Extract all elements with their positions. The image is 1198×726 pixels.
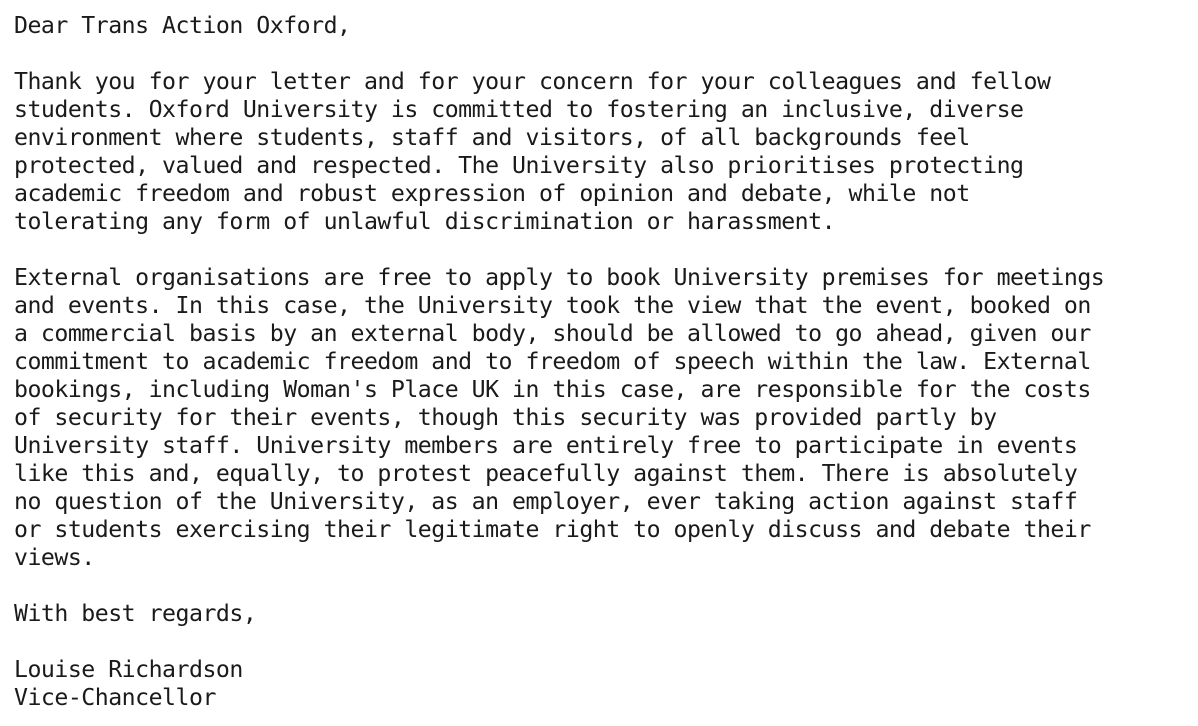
- paragraph-gap: [14, 628, 1194, 656]
- paragraph-2-line: of security for their events, though this security was provided partly by: [14, 404, 997, 431]
- paragraph-1-line: students. Oxford University is committed to fostering an inclusive, diverse: [14, 96, 1024, 123]
- paragraph-2-line: views.: [14, 544, 95, 571]
- paragraph-2-line: or students exercising their legitimate right to openly discuss and debate their: [14, 516, 1091, 543]
- paragraph-gap: [14, 572, 1194, 600]
- paragraph-2-line: University staff. University members are entirely free to participate in events: [14, 432, 1078, 459]
- paragraph-gap: [14, 40, 1194, 68]
- paragraph-1-line: protected, valued and respected. The University also prioritises protecting: [14, 152, 1024, 179]
- paragraph-1-line: academic freedom and robust expression of opinion and debate, while not: [14, 180, 970, 207]
- paragraph-2-line: a commercial basis by an external body, should be allowed to go ahead, given our: [14, 320, 1091, 347]
- paragraph-gap: [14, 236, 1194, 264]
- paragraph-2-line: bookings, including Woman's Place UK in this case, are responsible for the costs: [14, 376, 1091, 403]
- paragraph-2-line: commitment to academic freedom and to freedom of speech within the law. External: [14, 348, 1091, 375]
- letter-body: [14, 12, 1194, 712]
- paragraph-2-line: External organisations are free to apply to book University premises for meetings: [14, 264, 1105, 291]
- paragraph-1: [14, 68, 1194, 236]
- signature-name: Louise Richardson: [14, 656, 243, 683]
- salutation: Dear Trans Action Oxford,: [14, 12, 351, 39]
- paragraph-1-line: Thank you for your letter and for your concern for your colleagues and fellow: [14, 68, 1051, 95]
- paragraph-2-line: no question of the University, as an employer, ever taking action against staff: [14, 488, 1078, 515]
- paragraph-2-line: and events. In this case, the University took the view that the event, booked on: [14, 292, 1091, 319]
- paragraph-2-line: like this and, equally, to protest peacefully against them. There is absolutely: [14, 460, 1078, 487]
- paragraph-1-line: environment where students, staff and visitors, of all backgrounds feel: [14, 124, 970, 151]
- closing: With best regards,: [14, 600, 257, 627]
- paragraph-1-line: tolerating any form of unlawful discrimination or harassment.: [14, 208, 836, 235]
- paragraph-2: [14, 264, 1194, 572]
- signature-title: Vice-Chancellor: [14, 684, 216, 711]
